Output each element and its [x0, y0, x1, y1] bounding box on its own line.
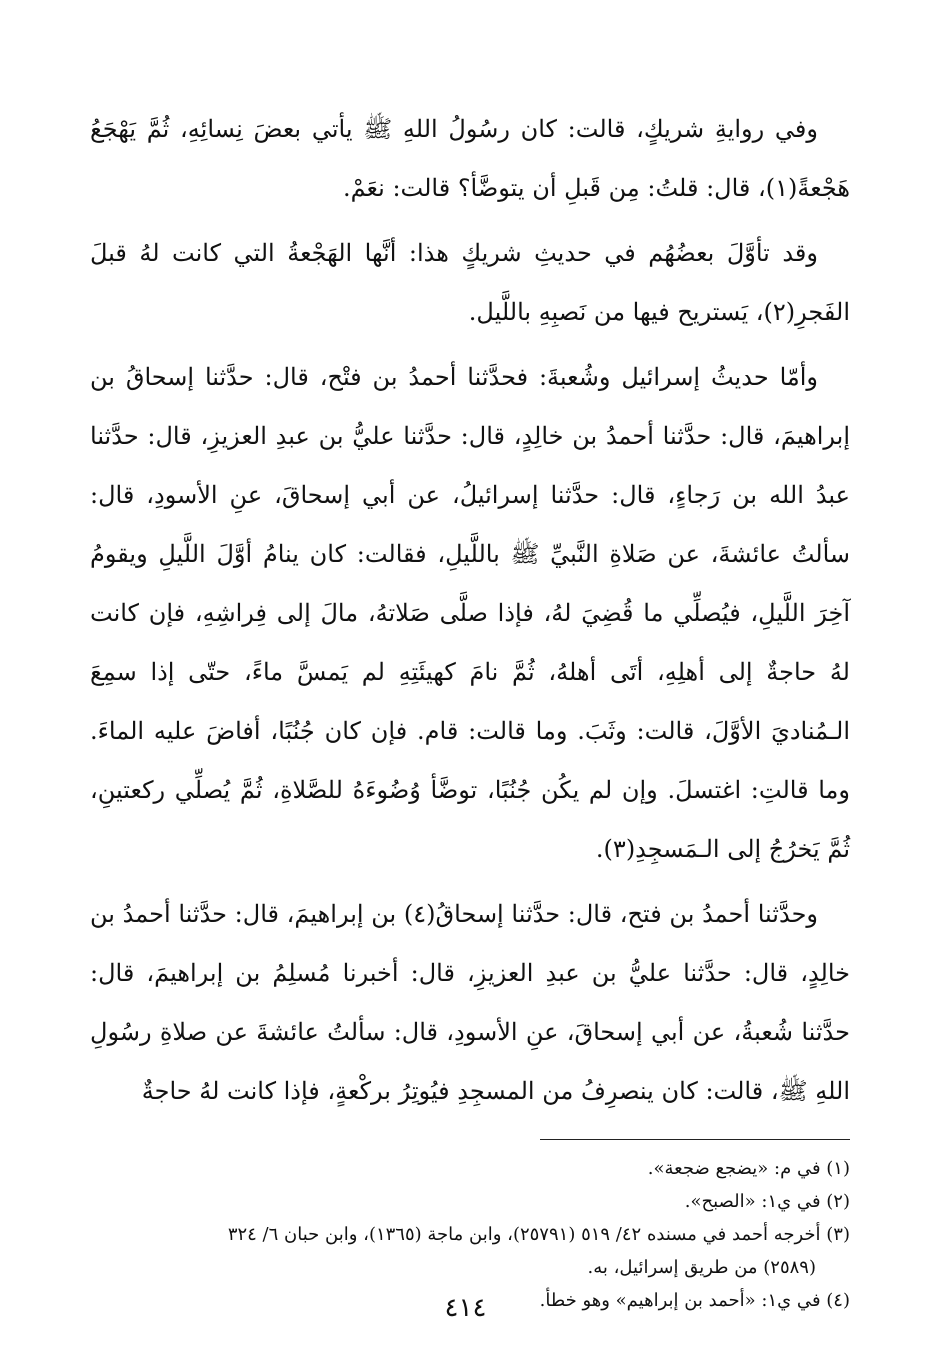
paragraph-2: وقد تأوَّلَ بعضُهُم في حديثِ شريكٍ هذا: أنَّها الهَجْعةُ التي كانت لهُ قبلَ الفَجرِ(٢)، يَستريح فيها من نَصبِهِ باللَّيل. — [90, 239, 850, 326]
paragraph-4: وحدَّثنا أحمدُ بن فتح، قال: حدَّثنا إسحاقُ(٤) بن إبراهيمَ، قال: حدَّثنا أحمدُ بن خالِدٍ، قال: حدَّثنا عليُّ بن عبدِ العزيزِ، قال: أخبرنا مُسلِمُ بن إبراهيمَ، قال: حدَّثنا شُعبةُ، عن أبي إسحاقَ، عنِ الأسودِ، قال: سألتُ عائشةَ عن صلاةِ رسُولِ اللهِ ﷺ، قالت: كان ينصرِفُ من المسجِدِ فيُوتِرُ بركْعةٍ، فإذا كانت لهُ حاجةٌ — [90, 900, 850, 1105]
page-number: ٤١٤ — [444, 1293, 487, 1323]
footnote-3-continuation — [90, 1251, 850, 1284]
footnote-4: (٤) في ي١: «أحمد بن إبراهيم» وهو خطأ. — [539, 1290, 850, 1311]
footnote-2: (٢) في ي١: «الصبح». — [684, 1191, 850, 1212]
footnote-3-continuation-text: (٢٥٨٩) من طريق إسرائيل، به. — [587, 1257, 816, 1278]
footnote-divider — [540, 1139, 850, 1140]
paragraph-1: وفي روايةِ شريكٍ، قالت: كان رسُولُ اللهِ ﷺ يأتي بعضَ نِسائِهِ، ثُمَّ يَهْجَعُ هَجْعةً(١)، قال: قلتُ: مِن قَبلِ أن يتوضَّأ؟ قالت: نعَمْ. — [90, 115, 850, 202]
page-body — [90, 100, 850, 1317]
footnote-3: (٣) أخرجه أحمد في مسنده ٤٢/ ٥١٩ (٢٥٧٩١)، وابن ماجة (١٣٦٥)، وابن حبان ٦/ ٣٢٤ — [227, 1224, 850, 1245]
paragraph-3: وأمّا حديثُ إسرائيل وشُعبةَ: فحدَّثنا أحمدُ بن فتْح، قال: حدَّثنا إسحاقُ بن إبراهيمَ، قال: حدَّثنا أحمدُ بن خالِدٍ، قال: حدَّثنا عليُّ بن عبدِ العزيزِ، قال: حدَّثنا عبدُ الله بن رَجاءٍ، قال: حدَّثنا إسرائيلُ، عن أبي إسحاقَ، عنِ الأسودِ، قال: سألتُ عائشةَ، عن صَلاةِ النَّبيِّ ﷺ باللَّيلِ، فقالت: كان ينامُ أوَّلَ اللَّيلِ ويقومُ آخِرَ اللَّيلِ، فيُصلِّي ما قُضِيَ لهُ، فإذا صلَّى صَلاتهُ، مالَ إلى فِراشِهِ، فإن كانت لهُ حاجةٌ إلى أهلِهِ، أتَى أهلهُ، ثُمَّ نامَ كهيئَتِهِ لم يَمسَّ ماءً، حتّى إذا سمِعَ الـمُناديَ الأوَّلَ، قالت: وثَبَ. وما قالت: قام. فإن كان جُنُبًا، أفاضَ عليه الماءَ. وما قالتِ: اغتسلَ. وإن لم يكُن جُنُبًا، توضَّأ وُضُوءَهُ للصَّلاةِ، ثُمَّ يُصلِّي ركعتينِ، ثُمَّ يَخرُجُ إلى الـمَسجِدِ(٣). — [90, 363, 851, 863]
footnote-1: (١) في م: «يضجع ضجعة». — [647, 1158, 850, 1179]
